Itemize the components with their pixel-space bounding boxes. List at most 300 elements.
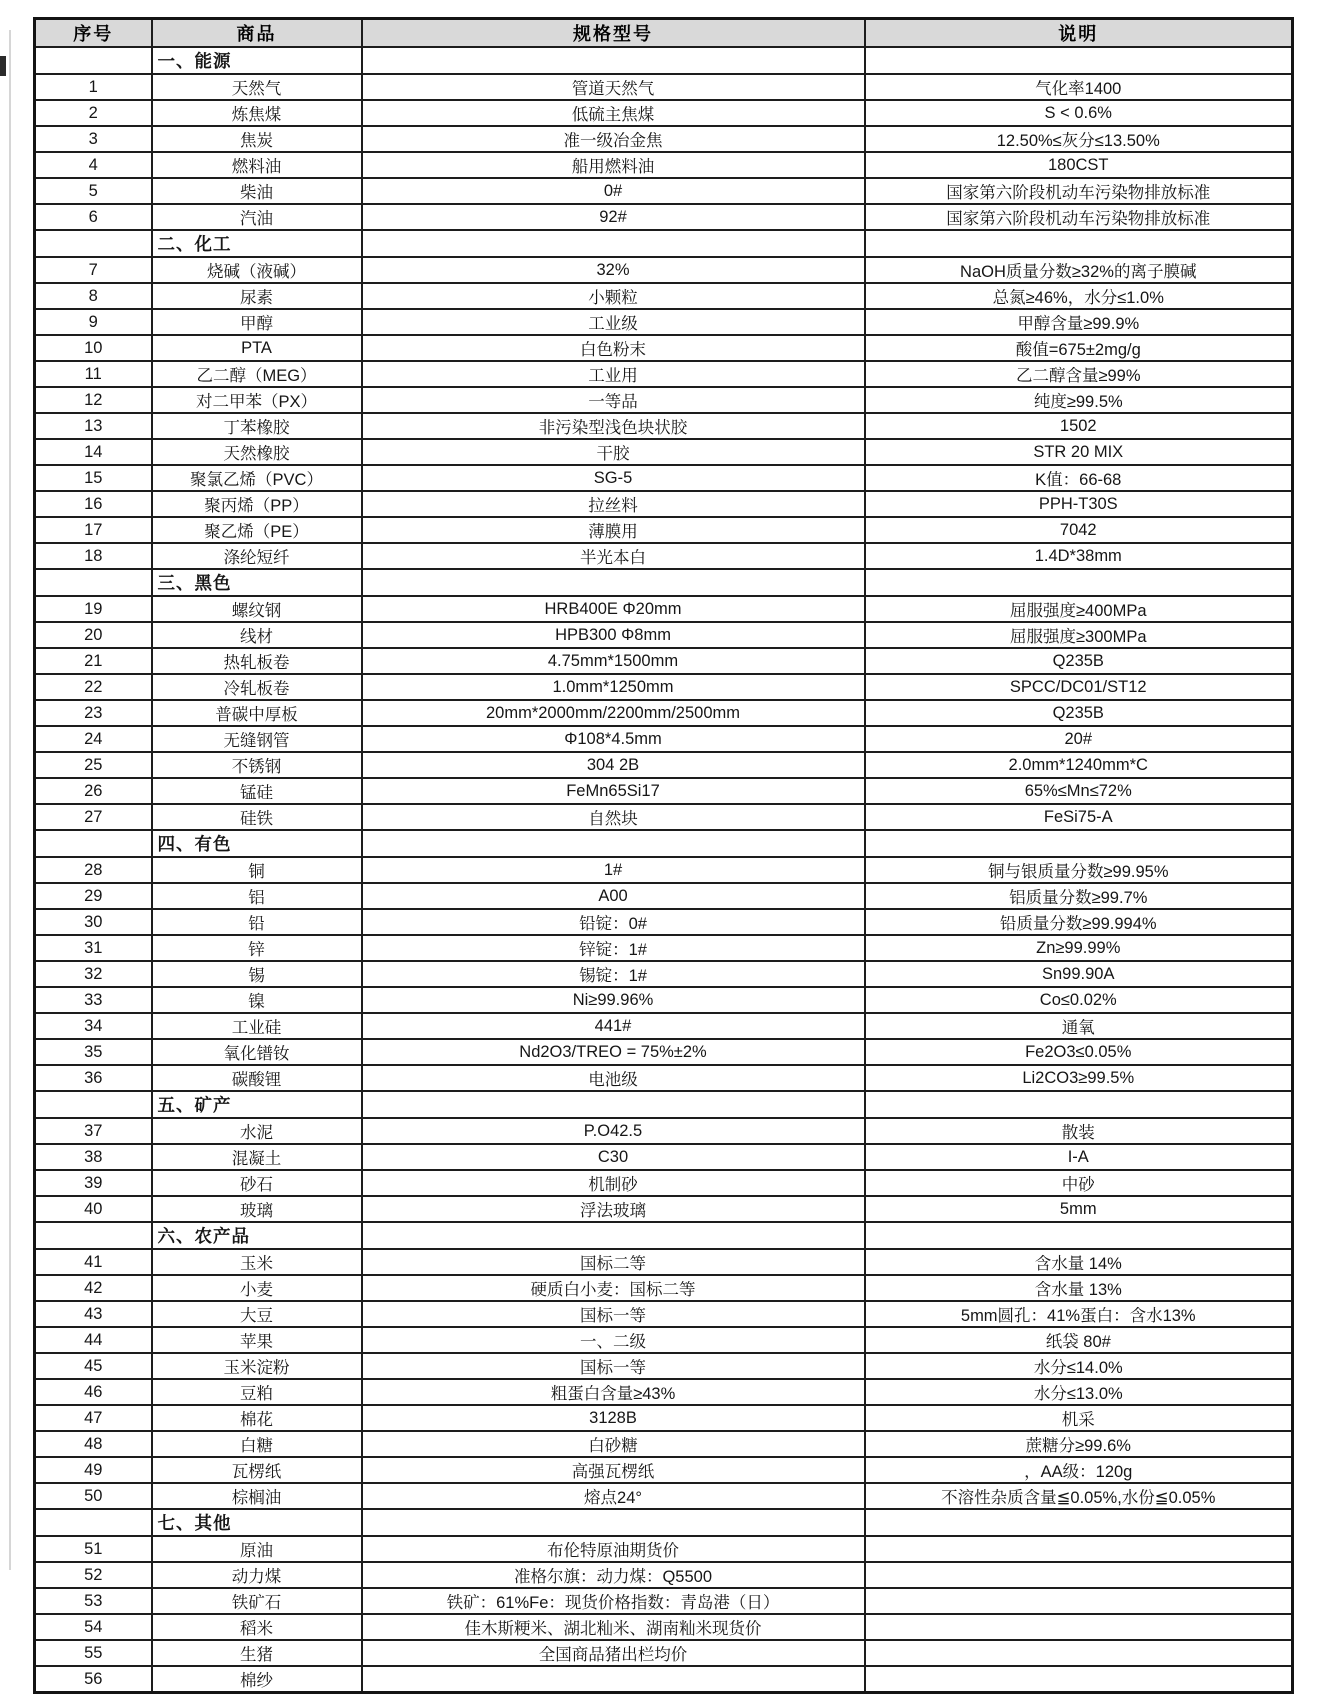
desc-cell: 纯度≥99.5%: [865, 387, 1293, 413]
table-row: [35, 1666, 1293, 1693]
table-row: [35, 935, 1293, 961]
table-row: [35, 178, 1293, 204]
table-row: [35, 309, 1293, 335]
table-row: [35, 674, 1293, 700]
scan-artifact-line: [9, 30, 11, 1570]
table-row: [35, 1353, 1293, 1379]
table-row: [35, 1301, 1293, 1327]
commodity-cell: 汽油: [152, 204, 362, 230]
desc-cell: PPH-T30S: [865, 491, 1293, 517]
commodity-cell: 棕榈油: [152, 1483, 362, 1509]
spec-cell: 一等品: [362, 387, 865, 413]
row-number-cell: 8: [35, 283, 152, 309]
commodity-cell: 苹果: [152, 1327, 362, 1353]
spec-cell: 熔点24°: [362, 1483, 865, 1509]
desc-cell: 屈服强度≥300MPa: [865, 622, 1293, 648]
commodity-cell: 线材: [152, 622, 362, 648]
desc-cell: Zn≥99.99%: [865, 935, 1293, 961]
commodity-cell: 甲醇: [152, 309, 362, 335]
row-number-cell: 56: [35, 1666, 152, 1693]
row-number-cell: 36: [35, 1065, 152, 1091]
spec-cell: 工业级: [362, 309, 865, 335]
row-number-cell: 30: [35, 909, 152, 935]
spec-cell: 浮法玻璃: [362, 1196, 865, 1222]
desc-cell: 水分≤14.0%: [865, 1353, 1293, 1379]
table-row: [35, 387, 1293, 413]
section-row: [35, 1509, 1293, 1536]
row-number-cell: 29: [35, 883, 152, 909]
row-number-cell: 25: [35, 752, 152, 778]
commodity-cell: 烧碱（液碱）: [152, 257, 362, 283]
spec-cell: HRB400E Φ20mm: [362, 596, 865, 622]
desc-cell: [865, 230, 1293, 257]
row-number-cell: [35, 1222, 152, 1249]
desc-cell: 铅质量分数≥99.994%: [865, 909, 1293, 935]
row-number-cell: 33: [35, 987, 152, 1013]
spec-cell: 佳木斯粳米、湖北籼米、湖南籼米现货价: [362, 1614, 865, 1640]
table-header-row: [35, 19, 1293, 48]
table-row: [35, 465, 1293, 491]
table-row: [35, 1379, 1293, 1405]
desc-cell: [865, 1536, 1293, 1562]
spec-cell: 准格尔旗：动力煤：Q5500: [362, 1562, 865, 1588]
spec-cell: 低硫主焦煤: [362, 100, 865, 126]
desc-cell: 酸值=675±2mg/g: [865, 335, 1293, 361]
row-number-cell: 44: [35, 1327, 152, 1353]
desc-cell: 中砂: [865, 1170, 1293, 1196]
section-row: [35, 569, 1293, 596]
row-number-cell: 13: [35, 413, 152, 439]
commodity-cell: 玻璃: [152, 1196, 362, 1222]
desc-cell: 1502: [865, 413, 1293, 439]
spec-cell: 准一级冶金焦: [362, 126, 865, 152]
spec-cell: [362, 230, 865, 257]
row-number-cell: 20: [35, 622, 152, 648]
spec-cell: 机制砂: [362, 1170, 865, 1196]
col-header-index: 序号: [35, 19, 152, 48]
table-row: [35, 726, 1293, 752]
spec-cell: Φ108*4.5mm: [362, 726, 865, 752]
table-row: [35, 700, 1293, 726]
desc-cell: Q235B: [865, 648, 1293, 674]
spec-cell: 304 2B: [362, 752, 865, 778]
commodity-cell: 水泥: [152, 1118, 362, 1144]
table-row: [35, 439, 1293, 465]
table-row: [35, 804, 1293, 830]
table-row: [35, 1614, 1293, 1640]
desc-cell: [865, 1614, 1293, 1640]
row-number-cell: 23: [35, 700, 152, 726]
spec-cell: 一、二级: [362, 1327, 865, 1353]
commodity-cell: 聚氯乙烯（PVC）: [152, 465, 362, 491]
spec-cell: 白色粉末: [362, 335, 865, 361]
spec-cell: 电池级: [362, 1065, 865, 1091]
spec-cell: 国标一等: [362, 1353, 865, 1379]
spec-cell: 锌锭：1#: [362, 935, 865, 961]
row-number-cell: 43: [35, 1301, 152, 1327]
commodity-cell: 棉纱: [152, 1666, 362, 1693]
table-row: [35, 752, 1293, 778]
table-row: [35, 1483, 1293, 1509]
spec-cell: 粗蛋白含量≥43%: [362, 1379, 865, 1405]
commodity-cell: 螺纹钢: [152, 596, 362, 622]
commodity-cell: 玉米淀粉: [152, 1353, 362, 1379]
commodity-cell: 动力煤: [152, 1562, 362, 1588]
row-number-cell: 37: [35, 1118, 152, 1144]
desc-cell: 水分≤13.0%: [865, 1379, 1293, 1405]
desc-cell: 国家第六阶段机动车污染物排放标准: [865, 204, 1293, 230]
spec-cell: 非污染型浅色块状胶: [362, 413, 865, 439]
table-row: [35, 204, 1293, 230]
row-number-cell: [35, 1091, 152, 1118]
row-number-cell: 24: [35, 726, 152, 752]
commodity-cell: 无缝钢管: [152, 726, 362, 752]
row-number-cell: 21: [35, 648, 152, 674]
commodity-cell: 尿素: [152, 283, 362, 309]
row-number-cell: 18: [35, 543, 152, 569]
table-row: [35, 1249, 1293, 1275]
table-row: [35, 1039, 1293, 1065]
spec-cell: [362, 47, 865, 74]
desc-cell: 纸袋 80#: [865, 1327, 1293, 1353]
spec-cell: [362, 1091, 865, 1118]
section-title-cell: 三、黑色: [152, 569, 362, 596]
desc-cell: SPCC/DC01/ST12: [865, 674, 1293, 700]
table-row: [35, 1431, 1293, 1457]
table-row: [35, 1013, 1293, 1039]
commodity-cell: 棉花: [152, 1405, 362, 1431]
spec-cell: [362, 569, 865, 596]
commodity-cell: 白糖: [152, 1431, 362, 1457]
spec-cell: 干胶: [362, 439, 865, 465]
spec-cell: 铅锭：0#: [362, 909, 865, 935]
desc-cell: 蔗糖分≥99.6%: [865, 1431, 1293, 1457]
row-number-cell: 41: [35, 1249, 152, 1275]
row-number-cell: 38: [35, 1144, 152, 1170]
desc-cell: STR 20 MIX: [865, 439, 1293, 465]
commodity-cell: 热轧板卷: [152, 648, 362, 674]
desc-cell: Fe2O3≤0.05%: [865, 1039, 1293, 1065]
commodity-cell: 生猪: [152, 1640, 362, 1666]
commodity-cell: 冷轧板卷: [152, 674, 362, 700]
scanned-document-page: [33, 17, 1294, 1694]
table-row: [35, 283, 1293, 309]
desc-cell: [865, 1091, 1293, 1118]
desc-cell: 国家第六阶段机动车污染物排放标准: [865, 178, 1293, 204]
commodity-cell: 铝: [152, 883, 362, 909]
section-row: [35, 230, 1293, 257]
row-number-cell: 17: [35, 517, 152, 543]
section-row: [35, 1222, 1293, 1249]
commodity-cell: 聚乙烯（PE）: [152, 517, 362, 543]
desc-cell: 5mm圆孔：41%蛋白：含水13%: [865, 1301, 1293, 1327]
row-number-cell: 42: [35, 1275, 152, 1301]
row-number-cell: 28: [35, 857, 152, 883]
table-row: [35, 1588, 1293, 1614]
commodity-cell: 铜: [152, 857, 362, 883]
commodity-cell: 聚丙烯（PP）: [152, 491, 362, 517]
desc-cell: NaOH质量分数≥32%的离子膜碱: [865, 257, 1293, 283]
row-number-cell: 39: [35, 1170, 152, 1196]
commodity-cell: 稻米: [152, 1614, 362, 1640]
desc-cell: 20#: [865, 726, 1293, 752]
commodity-cell: 炼焦煤: [152, 100, 362, 126]
row-number-cell: 35: [35, 1039, 152, 1065]
row-number-cell: 53: [35, 1588, 152, 1614]
spec-cell: [362, 1666, 865, 1693]
spec-cell: [362, 830, 865, 857]
desc-cell: [865, 1666, 1293, 1693]
row-number-cell: 54: [35, 1614, 152, 1640]
row-number-cell: 6: [35, 204, 152, 230]
spec-cell: Ni≥99.96%: [362, 987, 865, 1013]
row-number-cell: 4: [35, 152, 152, 178]
desc-cell: K值：66-68: [865, 465, 1293, 491]
col-header-spec: 规格型号: [362, 19, 865, 48]
table-row: [35, 413, 1293, 439]
commodity-cell: 锡: [152, 961, 362, 987]
table-row: [35, 961, 1293, 987]
desc-cell: 不溶性杂质含量≦0.05%,水份≦0.05%: [865, 1483, 1293, 1509]
desc-cell: 气化率1400: [865, 74, 1293, 100]
desc-cell: [865, 1562, 1293, 1588]
commodity-cell: 柴油: [152, 178, 362, 204]
commodity-cell: 瓦楞纸: [152, 1457, 362, 1483]
desc-cell: Co≤0.02%: [865, 987, 1293, 1013]
row-number-cell: 31: [35, 935, 152, 961]
table-row: [35, 857, 1293, 883]
desc-cell: 乙二醇含量≥99%: [865, 361, 1293, 387]
spec-cell: FeMn65Si17: [362, 778, 865, 804]
spec-cell: Nd2O3/TREO = 75%±2%: [362, 1039, 865, 1065]
row-number-cell: [35, 230, 152, 257]
row-number-cell: 15: [35, 465, 152, 491]
table-row: [35, 1275, 1293, 1301]
desc-cell: 铜与银质量分数≥99.95%: [865, 857, 1293, 883]
spec-cell: 高强瓦楞纸: [362, 1457, 865, 1483]
row-number-cell: 47: [35, 1405, 152, 1431]
spec-cell: 铁矿：61%Fe：现货价格指数：青岛港（日）: [362, 1588, 865, 1614]
spec-cell: 硬质白小麦：国标二等: [362, 1275, 865, 1301]
table-row: [35, 1144, 1293, 1170]
desc-cell: ，AA级：120g: [865, 1457, 1293, 1483]
commodity-cell: 铁矿石: [152, 1588, 362, 1614]
spec-cell: 20mm*2000mm/2200mm/2500mm: [362, 700, 865, 726]
row-number-cell: 16: [35, 491, 152, 517]
spec-cell: 92#: [362, 204, 865, 230]
spec-cell: 锡锭：1#: [362, 961, 865, 987]
table-row: [35, 1196, 1293, 1222]
section-title-cell: 六、农产品: [152, 1222, 362, 1249]
table-row: [35, 987, 1293, 1013]
desc-cell: 1.4D*38mm: [865, 543, 1293, 569]
commodity-cell: 丁苯橡胶: [152, 413, 362, 439]
row-number-cell: [35, 830, 152, 857]
spec-cell: C30: [362, 1144, 865, 1170]
spec-cell: 工业用: [362, 361, 865, 387]
commodity-cell: 燃料油: [152, 152, 362, 178]
table-row: [35, 1457, 1293, 1483]
table-row: [35, 648, 1293, 674]
spec-cell: 国标二等: [362, 1249, 865, 1275]
spec-cell: 国标一等: [362, 1301, 865, 1327]
desc-cell: 散装: [865, 1118, 1293, 1144]
desc-cell: 甲醇含量≥99.9%: [865, 309, 1293, 335]
table-row: [35, 1405, 1293, 1431]
desc-cell: [865, 1640, 1293, 1666]
table-row: [35, 1065, 1293, 1091]
section-row: [35, 830, 1293, 857]
scan-artifact-blot: [0, 56, 6, 76]
table-row: [35, 100, 1293, 126]
spec-cell: 4.75mm*1500mm: [362, 648, 865, 674]
commodity-spec-table: [33, 17, 1294, 1694]
desc-cell: 180CST: [865, 152, 1293, 178]
commodity-cell: 铅: [152, 909, 362, 935]
table-row: [35, 1118, 1293, 1144]
spec-cell: 自然块: [362, 804, 865, 830]
desc-cell: 12.50%≤灰分≤13.50%: [865, 126, 1293, 152]
desc-cell: 铝质量分数≥99.7%: [865, 883, 1293, 909]
row-number-cell: 19: [35, 596, 152, 622]
desc-cell: [865, 1588, 1293, 1614]
section-row: [35, 1091, 1293, 1118]
row-number-cell: 1: [35, 74, 152, 100]
table-row: [35, 778, 1293, 804]
desc-cell: [865, 569, 1293, 596]
spec-cell: 薄膜用: [362, 517, 865, 543]
table-row: [35, 361, 1293, 387]
row-number-cell: 22: [35, 674, 152, 700]
spec-cell: 0#: [362, 178, 865, 204]
desc-cell: 屈服强度≥400MPa: [865, 596, 1293, 622]
desc-cell: [865, 47, 1293, 74]
col-header-desc: 说明: [865, 19, 1293, 48]
table-row: [35, 126, 1293, 152]
spec-cell: 全国商品猪出栏均价: [362, 1640, 865, 1666]
table-row: [35, 883, 1293, 909]
section-title-cell: 二、化工: [152, 230, 362, 257]
table-row: [35, 1536, 1293, 1562]
table-row: [35, 257, 1293, 283]
commodity-cell: 砂石: [152, 1170, 362, 1196]
row-number-cell: [35, 569, 152, 596]
desc-cell: S < 0.6%: [865, 100, 1293, 126]
row-number-cell: 2: [35, 100, 152, 126]
desc-cell: [865, 1509, 1293, 1536]
spec-cell: [362, 1222, 865, 1249]
row-number-cell: 10: [35, 335, 152, 361]
commodity-cell: 小麦: [152, 1275, 362, 1301]
row-number-cell: 40: [35, 1196, 152, 1222]
table-row: [35, 543, 1293, 569]
spec-cell: 管道天然气: [362, 74, 865, 100]
commodity-cell: 锰硅: [152, 778, 362, 804]
row-number-cell: 32: [35, 961, 152, 987]
desc-cell: Li2CO3≥99.5%: [865, 1065, 1293, 1091]
row-number-cell: 34: [35, 1013, 152, 1039]
spec-cell: 小颗粒: [362, 283, 865, 309]
commodity-cell: PTA: [152, 335, 362, 361]
row-number-cell: 52: [35, 1562, 152, 1588]
section-title-cell: 七、其他: [152, 1509, 362, 1536]
commodity-cell: 涤纶短纤: [152, 543, 362, 569]
spec-cell: 1#: [362, 857, 865, 883]
spec-cell: HPB300 Φ8mm: [362, 622, 865, 648]
table-row: [35, 622, 1293, 648]
spec-cell: 半光本白: [362, 543, 865, 569]
row-number-cell: 7: [35, 257, 152, 283]
desc-cell: 总氮≥46%，水分≤1.0%: [865, 283, 1293, 309]
commodity-cell: 大豆: [152, 1301, 362, 1327]
desc-cell: 65%≤Mn≤72%: [865, 778, 1293, 804]
row-number-cell: 49: [35, 1457, 152, 1483]
desc-cell: 5mm: [865, 1196, 1293, 1222]
table-row: [35, 1327, 1293, 1353]
desc-cell: I-A: [865, 1144, 1293, 1170]
table-row: [35, 335, 1293, 361]
table-body: [35, 47, 1293, 1693]
commodity-cell: 镍: [152, 987, 362, 1013]
commodity-cell: 天然气: [152, 74, 362, 100]
commodity-cell: 原油: [152, 1536, 362, 1562]
desc-cell: Sn99.90A: [865, 961, 1293, 987]
spec-cell: 布伦特原油期货价: [362, 1536, 865, 1562]
commodity-cell: 普碳中厚板: [152, 700, 362, 726]
spec-cell: 32%: [362, 257, 865, 283]
table-row: [35, 1562, 1293, 1588]
row-number-cell: 50: [35, 1483, 152, 1509]
commodity-cell: 玉米: [152, 1249, 362, 1275]
table-row: [35, 909, 1293, 935]
desc-cell: Q235B: [865, 700, 1293, 726]
row-number-cell: 11: [35, 361, 152, 387]
desc-cell: 7042: [865, 517, 1293, 543]
desc-cell: 含水量 13%: [865, 1275, 1293, 1301]
row-number-cell: 45: [35, 1353, 152, 1379]
commodity-cell: 硅铁: [152, 804, 362, 830]
commodity-cell: 锌: [152, 935, 362, 961]
desc-cell: FeSi75-A: [865, 804, 1293, 830]
spec-cell: P.O42.5: [362, 1118, 865, 1144]
row-number-cell: 55: [35, 1640, 152, 1666]
spec-cell: 船用燃料油: [362, 152, 865, 178]
section-title-cell: 一、能源: [152, 47, 362, 74]
table-row: [35, 1640, 1293, 1666]
commodity-cell: 工业硅: [152, 1013, 362, 1039]
spec-cell: [362, 1509, 865, 1536]
table-row: [35, 596, 1293, 622]
row-number-cell: 46: [35, 1379, 152, 1405]
row-number-cell: 5: [35, 178, 152, 204]
table-row: [35, 517, 1293, 543]
desc-cell: [865, 830, 1293, 857]
row-number-cell: 14: [35, 439, 152, 465]
row-number-cell: [35, 47, 152, 74]
spec-cell: A00: [362, 883, 865, 909]
row-number-cell: 9: [35, 309, 152, 335]
row-number-cell: 12: [35, 387, 152, 413]
table-row: [35, 74, 1293, 100]
row-number-cell: 26: [35, 778, 152, 804]
row-number-cell: 3: [35, 126, 152, 152]
table-row: [35, 152, 1293, 178]
commodity-cell: 碳酸锂: [152, 1065, 362, 1091]
section-row: [35, 47, 1293, 74]
col-header-commodity: 商品: [152, 19, 362, 48]
desc-cell: [865, 1222, 1293, 1249]
spec-cell: 1.0mm*1250mm: [362, 674, 865, 700]
